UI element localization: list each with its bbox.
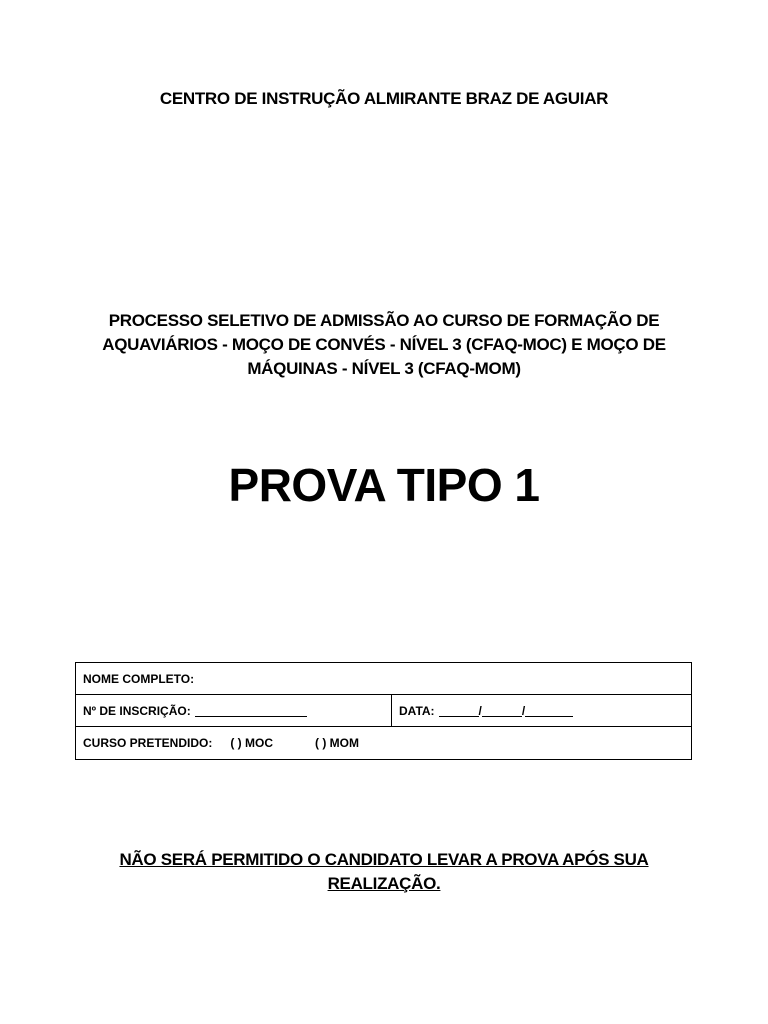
date-separator-1: / — [478, 703, 482, 718]
notice-warning — [84, 848, 684, 896]
registration-field[interactable] — [76, 695, 392, 726]
process-description — [84, 309, 684, 381]
course-field — [76, 727, 359, 759]
course-row — [76, 727, 691, 759]
notice-line-1: NÃO SERÁ PERMITIDO O CANDIDATO LEVAR A PROVA APÓS SUA — [119, 850, 649, 869]
date-day-blank[interactable] — [439, 705, 479, 717]
registration-date-row — [76, 695, 691, 727]
full-name-label: NOME COMPLETO: — [83, 671, 195, 686]
course-label: CURSO PRETENDIDO: — [83, 736, 213, 750]
date-label: DATA: — [399, 703, 435, 718]
exam-type-title: PROVA TIPO 1 — [228, 459, 540, 511]
date-field[interactable] — [392, 695, 691, 726]
registration-label: Nº DE INSCRIÇÃO: — [83, 703, 191, 718]
notice-line-2: REALIZAÇÃO. — [327, 874, 441, 893]
full-name-row — [76, 663, 691, 695]
option-mom-checkbox[interactable]: ( ) MOM — [315, 736, 359, 750]
date-separator-2: / — [521, 703, 526, 718]
full-name-field[interactable] — [76, 663, 194, 694]
date-year-blank[interactable] — [525, 705, 573, 717]
option-moc-checkbox[interactable]: ( ) MOC — [230, 736, 273, 750]
process-line-2: AQUAVIÁRIOS - MOÇO DE CONVÉS - NÍVEL 3 (CFAQ-MOC) E MOÇO DE — [102, 335, 666, 354]
registration-blank-line[interactable] — [195, 705, 307, 717]
process-line-3: MÁQUINAS - NÍVEL 3 (CFAQ-MOM) — [247, 359, 521, 378]
date-month-blank[interactable] — [482, 705, 522, 717]
institution-title: CENTRO DE INSTRUÇÃO ALMIRANTE BRAZ DE AGUIAR — [159, 89, 609, 108]
candidate-form — [75, 662, 692, 760]
process-line-1: PROCESSO SELETIVO DE ADMISSÃO AO CURSO DE FORMAÇÃO DE — [108, 311, 660, 330]
